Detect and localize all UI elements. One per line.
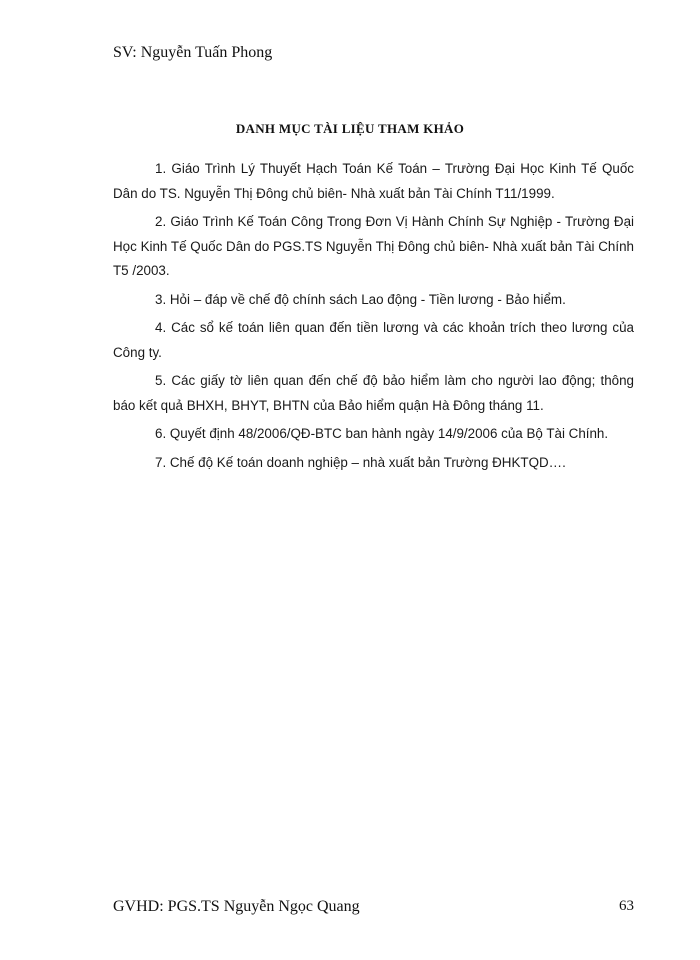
reference-item-4: 4. Các sổ kế toán liên quan đến tiền lương và các khoản trích theo lương của Công ty. <box>113 320 634 360</box>
reference-item-7: 7. Chế độ Kế toán doanh nghiệp – nhà xuất bản Trường ĐHKTQD…. <box>155 454 566 470</box>
page-title: DANH MỤC TÀI LIỆU THAM KHẢO <box>235 121 465 136</box>
reference-item-1: 1. Giáo Trình Lý Thuyết Hạch Toán Kế Toán – Trường Đại Học Kinh Tế Quốc Dân do TS. Nguyễn Thị Đông chủ biên- Nhà xuất bản Tài Chính T11/1999. <box>113 161 634 201</box>
reference-list <box>113 157 634 479</box>
reference-item-6: 6. Quyết định 48/2006/QĐ-BTC ban hành ngày 14/9/2006 của Bộ Tài Chính. <box>155 426 609 441</box>
reference-item-5: 5. Các giấy tờ liên quan đến chế độ bảo hiểm làm cho người lao động; thông báo kết quả BHXH, BHYT, BHTN của Bảo hiểm quận Hà Đông tháng 11. <box>113 373 634 413</box>
reference-item-3: 3. Hỏi – đáp về chế độ chính sách Lao động - Tiền lương - Bảo hiểm. <box>155 291 566 307</box>
footer-advisor-name: GVHD: PGS.TS Nguyễn Ngọc Quang <box>113 898 360 915</box>
page-number: 63 <box>619 898 634 914</box>
reference-item-2: 2. Giáo Trình Kế Toán Công Trong Đơn Vị Hành Chính Sự Nghiệp - Trường Đại Học Kinh Tế Quốc Dân do PGS.TS Nguyễn Thị Đông chủ biên- Nhà xuất bản Tài Chính T5 /2003. <box>113 214 634 278</box>
header-student-name: SV: Nguyễn Tuấn Phong <box>113 44 273 61</box>
